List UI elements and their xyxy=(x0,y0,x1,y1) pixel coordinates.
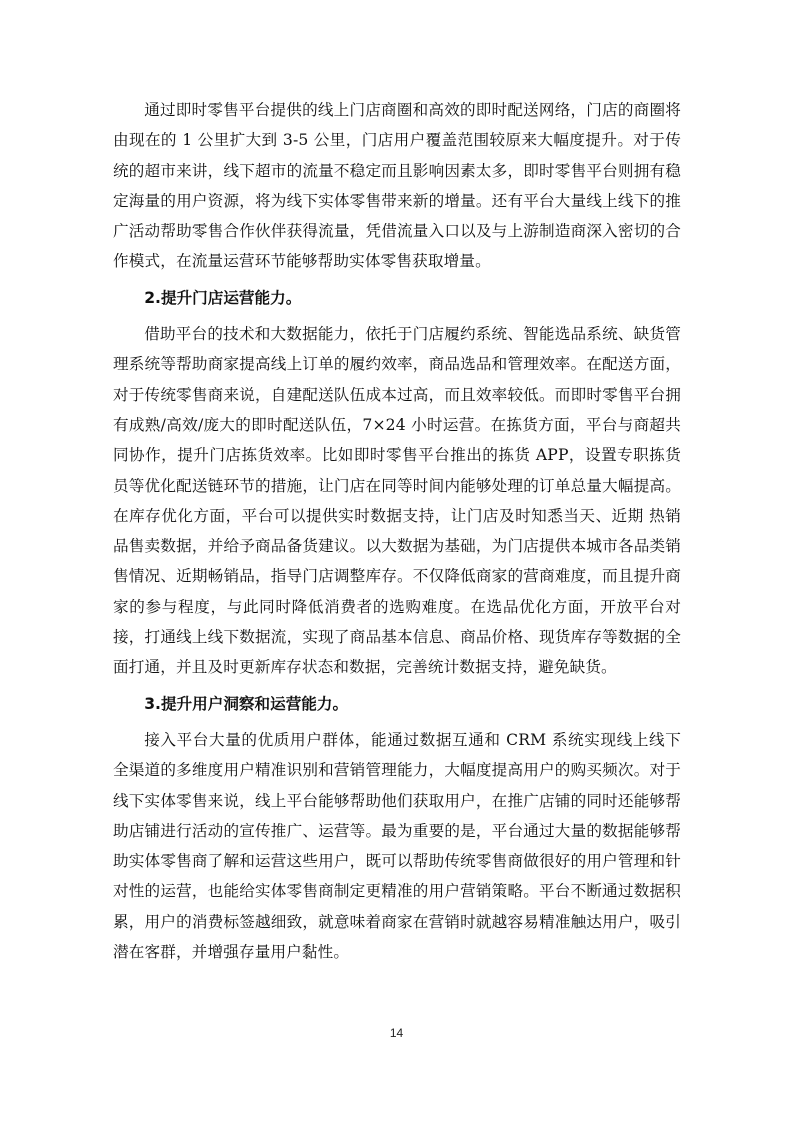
paragraph-expand-trade-area: 通过即时零售平台提供的线上门店商圈和高效的即时配送网络，门店的商圈将由现在的 1 公里扩大到 3-5 公里，门店用户覆盖范围较原来大幅度提升。对于传统的超市来讲，线下超市的流量不稳定而且影响因素太多，即时零售平台则拥有稳定海量的用户资源，将为线下实体零售带来新的增量。还有平台大量线上线下的推广活动帮助零售合作伙伴获得流量，凭借流量入口以及与上游制造商深入密切的合作模式，在流量运营环节能够帮助实体零售获取增量。 xyxy=(113,101,681,271)
section-heading-user-insight: 3.提升用户洞察和运营能力。 xyxy=(144,694,349,713)
page-body xyxy=(113,95,681,967)
paragraph-store-operations: 借助平台的技术和大数据能力，依托于门店履约系统、智能选品系统、缺货管理系统等帮助商家提高线上订单的履约效率，商品选品和管理效率。在配送方面，对于传统零售商来说，自建配送队伍成本过高，而且效率较低。而即时零售平台拥有成熟/高效/庞大的即时配送队伍，7×24 小时运营。在拣货方面，平台与商超共同协作，提升门店拣货效率。比如即时零售平台推出的拣货 APP，设置专职拣货员等优化配送链环节的措施，让门店在同等时间内能够处理的订单总量大幅提高。在库存优化方面，平台可以提供实时数据支持，让门店及时知悉当天、近期 热销品售卖数据，并给予商品备货建议。以大数据为基础，为门店提供本城市各品类销售情况、近期畅销品，指导门店调整库存。不仅降低商家的营商难度，而且提升商家的参与程度，与此同时降低消费者的选购难度。在选品优化方面，开放平台对接，打通线上线下数据流，实现了商品基本信息、商品价格、现货库存等数据的全面打通，并且及时更新库存状态和数据，完善统计数据支持，避免缺货。 xyxy=(113,325,681,677)
section-heading-store-operations: 2.提升门店运营能力。 xyxy=(144,288,302,307)
page-number: 14 xyxy=(389,1026,404,1040)
paragraph-user-insight: 接入平台大量的优质用户群体，能通过数据互通和 CRM 系统实现线上线下全渠道的多维度用户精准识别和营销管理能力，大幅度提高用户的购买频次。对于线下实体零售来说，线上平台能够帮助他们获取用户，在推广店铺的同时还能够帮助店铺进行活动的宣传推广、运营等。最为重要的是，平台通过大量的数据能够帮助实体零售商了解和运营这些用户，既可以帮助传统零售商做很好的用户管理和针对性的运营，也能给实体零售商制定更精准的用户营销策略。平台不断通过数据积累，用户的消费标签越细致，就意味着商家在营销时就越容易精准触达用户，吸引潜在客群，并增强存量用户黏性。 xyxy=(113,730,681,962)
